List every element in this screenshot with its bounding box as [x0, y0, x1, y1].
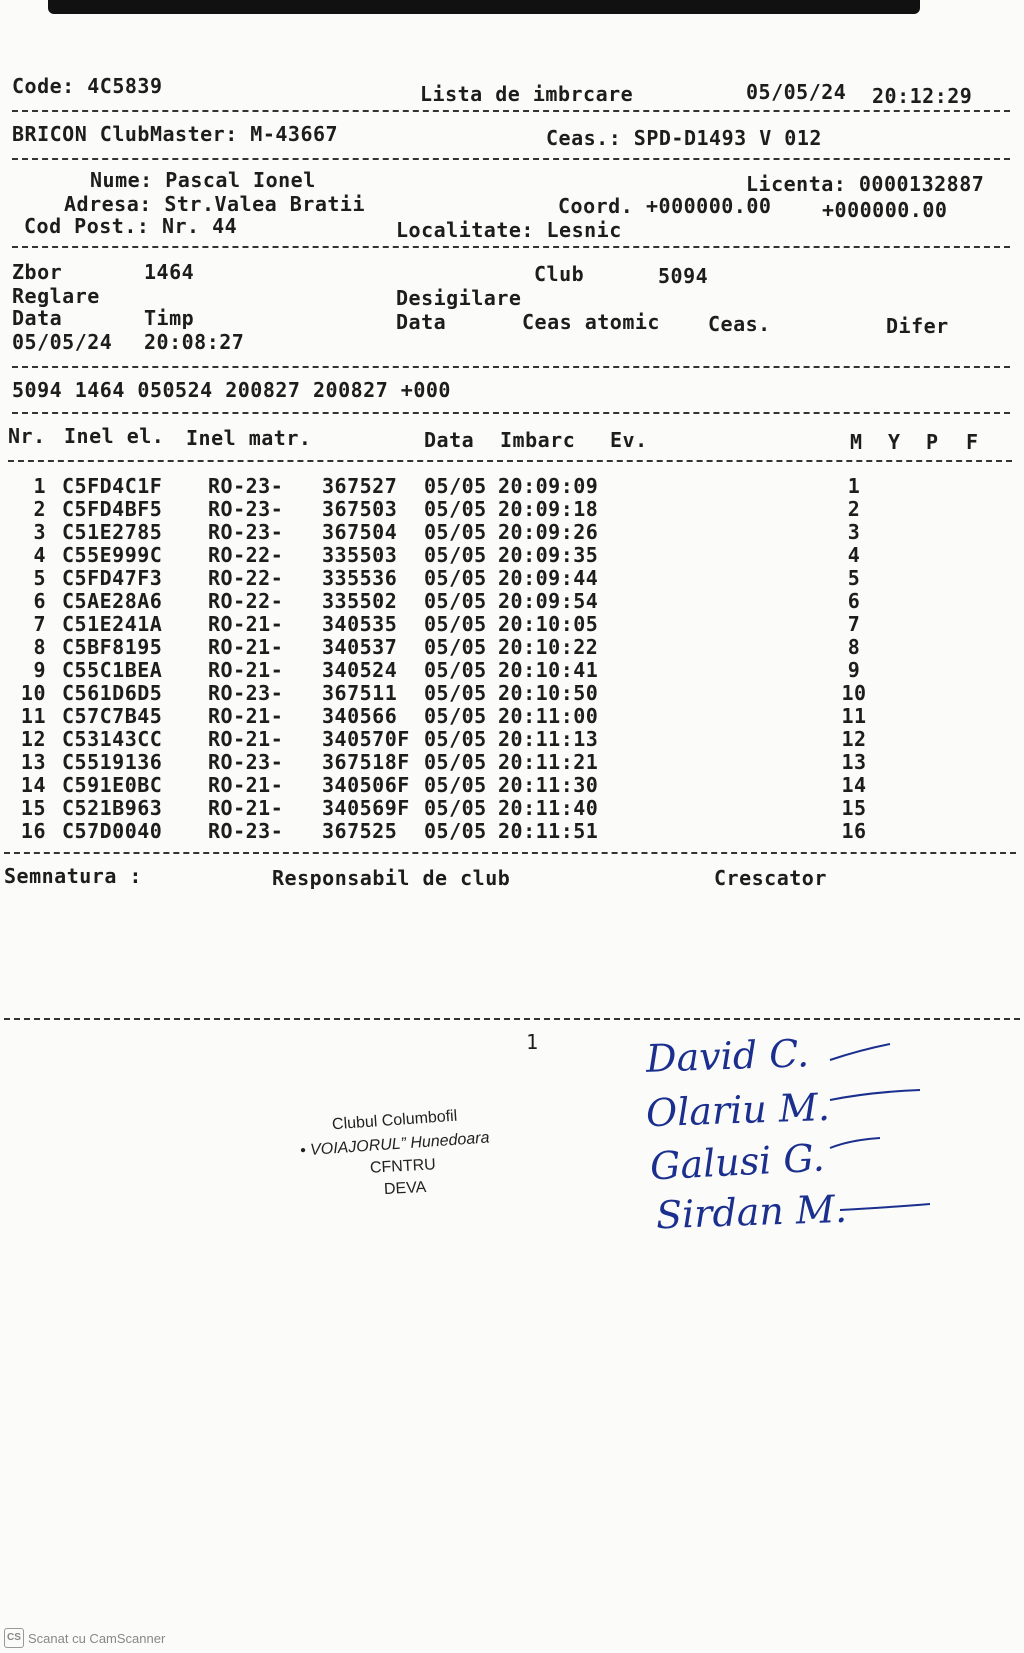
cell-ring-number: 367525 — [322, 819, 398, 843]
cell-ring-number: 340537 — [322, 635, 398, 659]
cell-m: 16 — [841, 819, 867, 843]
setting-time-label: Timp — [144, 306, 195, 330]
table-row — [0, 543, 1024, 566]
cell-nr: 3 — [33, 520, 46, 544]
setting-date: 05/05/24 — [12, 330, 113, 354]
unsealing-date-label: Data — [396, 310, 447, 334]
cell-ring-prefix: RO-21- — [208, 773, 284, 797]
cell-nr: 13 — [20, 750, 46, 774]
cell-time: 20:10:41 — [498, 658, 599, 682]
cell-time: 20:10:50 — [498, 681, 599, 705]
cell-date: 05/05 — [424, 704, 487, 728]
handwritten-signature-1: David C. — [645, 1031, 810, 1081]
cell-inel-el: C521B963 — [62, 796, 163, 820]
owner-postal-code: Cod Post.: Nr. 44 — [24, 214, 238, 238]
cell-inel-el: C5BF8195 — [62, 635, 163, 659]
cell-ring-prefix: RO-23- — [208, 819, 284, 843]
cell-ring-prefix: RO-21- — [208, 658, 284, 682]
cell-ring-number: 340506F — [322, 773, 410, 797]
cell-inel-el: C51E241A — [62, 612, 163, 636]
cell-m: 14 — [841, 773, 867, 797]
cell-ring-prefix: RO-23- — [208, 681, 284, 705]
table-row — [0, 773, 1024, 796]
col-header-imbarc: Imbarc — [500, 428, 576, 452]
cell-ring-prefix: RO-23- — [208, 497, 284, 521]
cell-inel-el: C57D0040 — [62, 819, 163, 843]
handwritten-signature-4: Sirdan M. — [655, 1186, 848, 1238]
cell-time: 20:11:00 — [498, 704, 599, 728]
cell-time: 20:11:40 — [498, 796, 599, 820]
cell-ring-prefix: RO-21- — [208, 612, 284, 636]
cell-time: 20:10:22 — [498, 635, 599, 659]
cell-nr: 8 — [33, 635, 46, 659]
owner-address: Adresa: Str.Valea Bratii — [64, 192, 365, 216]
cell-date: 05/05 — [424, 750, 487, 774]
cell-ring-prefix: RO-22- — [208, 543, 284, 567]
col-header-nr: Nr. — [8, 424, 46, 448]
cell-time: 20:10:05 — [498, 612, 599, 636]
cell-m: 10 — [841, 681, 867, 705]
cell-nr: 7 — [33, 612, 46, 636]
cell-date: 05/05 — [424, 589, 487, 613]
cell-date: 05/05 — [424, 497, 487, 521]
cell-ring-number: 367511 — [322, 681, 398, 705]
cell-nr: 4 — [33, 543, 46, 567]
document-title: Lista de imbrcare — [420, 82, 634, 106]
cell-ring-prefix: RO-23- — [208, 750, 284, 774]
cell-inel-el: C5AE28A6 — [62, 589, 163, 613]
flight-number: 1464 — [144, 260, 195, 284]
table-row — [0, 796, 1024, 819]
cell-nr: 11 — [20, 704, 46, 728]
unsealing-label: Desigilare — [396, 286, 522, 310]
cell-date: 05/05 — [424, 658, 487, 682]
coord-longitude: +000000.00 — [822, 198, 948, 222]
coord-latitude: +000000.00 — [646, 194, 772, 218]
cell-m: 3 — [847, 520, 861, 544]
setting-label: Reglare — [12, 284, 100, 308]
cell-date: 05/05 — [424, 543, 487, 567]
cell-nr: 15 — [20, 796, 46, 820]
table-row — [0, 589, 1024, 612]
scanner-watermark-text: Scanat cu CamScanner — [28, 1630, 166, 1646]
cell-inel-el: C51E2785 — [62, 520, 163, 544]
cell-time: 20:09:09 — [498, 474, 599, 498]
col-header-data: Data — [424, 428, 475, 452]
cell-date: 05/05 — [424, 635, 487, 659]
cell-inel-el: C55E999C — [62, 543, 163, 567]
cell-date: 05/05 — [424, 520, 487, 544]
cell-nr: 2 — [33, 497, 46, 521]
cell-ring-number: 367527 — [322, 474, 398, 498]
clubmaster-id: BRICON ClubMaster: M-43667 — [12, 122, 339, 146]
code-line: 5094 1464 050524 200827 200827 +000 — [12, 378, 451, 402]
cell-nr: 10 — [20, 681, 46, 705]
cell-ring-number: 340569F — [322, 796, 410, 820]
signature-label: Semnatura : — [4, 864, 142, 888]
table-row — [0, 520, 1024, 543]
col-header-p: P — [926, 430, 939, 454]
table-row — [0, 658, 1024, 681]
cell-nr: 9 — [33, 658, 46, 682]
cell-ring-prefix: RO-22- — [208, 589, 284, 613]
cell-date: 05/05 — [424, 681, 487, 705]
cell-ring-number: 340524 — [322, 658, 398, 682]
col-header-m: M — [850, 430, 863, 454]
cell-inel-el: C5FD4BF5 — [62, 497, 163, 521]
cell-date: 05/05 — [424, 796, 487, 820]
cell-nr: 12 — [20, 727, 46, 751]
cell-m: 12 — [841, 727, 867, 751]
separator — [12, 246, 1010, 248]
print-time: 20:12:29 — [872, 84, 973, 108]
separator — [4, 852, 1016, 854]
cell-ring-number: 340535 — [322, 612, 398, 636]
col-header-y: Y — [888, 430, 901, 454]
cell-ring-prefix: RO-23- — [208, 474, 284, 498]
cell-nr: 14 — [20, 773, 46, 797]
cell-inel-el: C55C1BEA — [62, 658, 163, 682]
cell-time: 20:09:54 — [498, 589, 599, 613]
cell-m: 4 — [847, 543, 861, 567]
table-row — [0, 474, 1024, 497]
cell-time: 20:09:44 — [498, 566, 599, 590]
document-code: Code: 4C5839 — [12, 74, 163, 98]
scan-top-edge — [48, 0, 920, 14]
cell-ring-number: 340566 — [322, 704, 398, 728]
club-responsible-label: Responsabil de club — [272, 866, 511, 890]
cell-ring-number: 340570F — [322, 727, 410, 751]
stamp-line-4: DEVA — [383, 1178, 427, 1199]
cell-ring-prefix: RO-21- — [208, 704, 284, 728]
cell-inel-el: C5FD47F3 — [62, 566, 163, 590]
cell-m: 5 — [847, 566, 861, 590]
cell-ring-number: 367518F — [322, 750, 410, 774]
col-header-inel-matr: Inel matr. — [186, 426, 312, 450]
cell-nr: 6 — [33, 589, 46, 613]
cell-time: 20:11:30 — [498, 773, 599, 797]
clock-label: Ceas. — [708, 312, 771, 336]
cell-time: 20:11:51 — [498, 819, 599, 843]
cell-time: 20:09:18 — [498, 497, 599, 521]
separator — [4, 1018, 1020, 1020]
difference-label: Difer — [886, 314, 949, 338]
cell-date: 05/05 — [424, 773, 487, 797]
table-row — [0, 681, 1024, 704]
cell-inel-el: C561D6D5 — [62, 681, 163, 705]
setting-date-label: Data — [12, 306, 63, 330]
stamp-line-1: Clubul Columbofil — [331, 1107, 458, 1134]
cell-m: 11 — [841, 704, 867, 728]
cell-inel-el: C53143CC — [62, 727, 163, 751]
camscanner-icon: CS — [4, 1628, 24, 1648]
cell-ring-number: 335502 — [322, 589, 398, 613]
cell-m: 7 — [847, 612, 861, 636]
separator — [12, 412, 1010, 414]
table-row — [0, 727, 1024, 750]
cell-time: 20:09:26 — [498, 520, 599, 544]
cell-m: 2 — [847, 497, 861, 521]
separator — [12, 158, 1010, 160]
scanner-watermark — [4, 1628, 165, 1648]
cell-ring-number: 367503 — [322, 497, 398, 521]
cell-ring-prefix: RO-22- — [208, 566, 284, 590]
cell-nr: 16 — [20, 819, 46, 843]
owner-license: Licenta: 0000132887 — [746, 172, 985, 196]
print-date: 05/05/24 — [746, 80, 847, 104]
club-label: Club — [534, 262, 585, 286]
cell-ring-prefix: RO-23- — [208, 520, 284, 544]
cell-ring-prefix: RO-21- — [208, 727, 284, 751]
table-row — [0, 750, 1024, 773]
club-number: 5094 — [658, 264, 709, 288]
table-row — [0, 497, 1024, 520]
cell-inel-el: C591E0BC — [62, 773, 163, 797]
separator — [12, 366, 1010, 368]
col-header-ev: Ev. — [610, 428, 648, 452]
cell-time: 20:11:21 — [498, 750, 599, 774]
cell-m: 1 — [847, 474, 861, 498]
breeder-label: Crescator — [714, 866, 827, 890]
handwritten-signature-2: Olariu M. — [645, 1084, 831, 1136]
cell-date: 05/05 — [424, 727, 487, 751]
cell-date: 05/05 — [424, 566, 487, 590]
col-header-inel-el: Inel el. — [64, 424, 165, 448]
cell-time: 20:09:35 — [498, 543, 599, 567]
cell-m: 6 — [847, 589, 861, 613]
stamp-line-2: • VOIAJORUL” Hunedoara — [299, 1129, 491, 1160]
cell-nr: 1 — [33, 474, 46, 498]
cell-inel-el: C5FD4C1F — [62, 474, 163, 498]
clock-id: Ceas.: SPD-D1493 V 012 — [546, 126, 822, 150]
cell-inel-el: C57C7B45 — [62, 704, 163, 728]
cell-m: 8 — [847, 635, 861, 659]
cell-date: 05/05 — [424, 819, 487, 843]
handwritten-signature-3: Galusi G. — [648, 1135, 826, 1189]
cell-nr: 5 — [33, 566, 46, 590]
flight-label: Zbor — [12, 260, 63, 284]
signature-strokes — [820, 1040, 930, 1240]
table-row — [0, 819, 1024, 842]
setting-time: 20:08:27 — [144, 330, 245, 354]
cell-inel-el: C5519136 — [62, 750, 163, 774]
owner-name: Nume: Pascal Ionel — [90, 168, 316, 192]
cell-time: 20:11:13 — [498, 727, 599, 751]
stamp-line-3: CFNTRU — [369, 1156, 437, 1177]
table-row — [0, 566, 1024, 589]
cell-ring-number: 367504 — [322, 520, 398, 544]
cell-m: 15 — [841, 796, 867, 820]
coord-label: Coord. — [558, 194, 634, 218]
col-header-f: F — [966, 430, 979, 454]
cell-m: 13 — [841, 750, 867, 774]
cell-ring-number: 335503 — [322, 543, 398, 567]
cell-ring-prefix: RO-21- — [208, 796, 284, 820]
owner-locality: Localitate: Lesnic — [396, 218, 622, 242]
page-number: 1 — [526, 1030, 539, 1054]
atomic-clock-label: Ceas atomic — [522, 310, 660, 334]
cell-ring-prefix: RO-21- — [208, 635, 284, 659]
table-row — [0, 635, 1024, 658]
cell-m: 9 — [847, 658, 861, 682]
table-row — [0, 704, 1024, 727]
table-row — [0, 612, 1024, 635]
cell-ring-number: 335536 — [322, 566, 398, 590]
cell-date: 05/05 — [424, 612, 487, 636]
separator — [8, 460, 1012, 462]
cell-date: 05/05 — [424, 474, 487, 498]
separator — [12, 110, 1010, 112]
